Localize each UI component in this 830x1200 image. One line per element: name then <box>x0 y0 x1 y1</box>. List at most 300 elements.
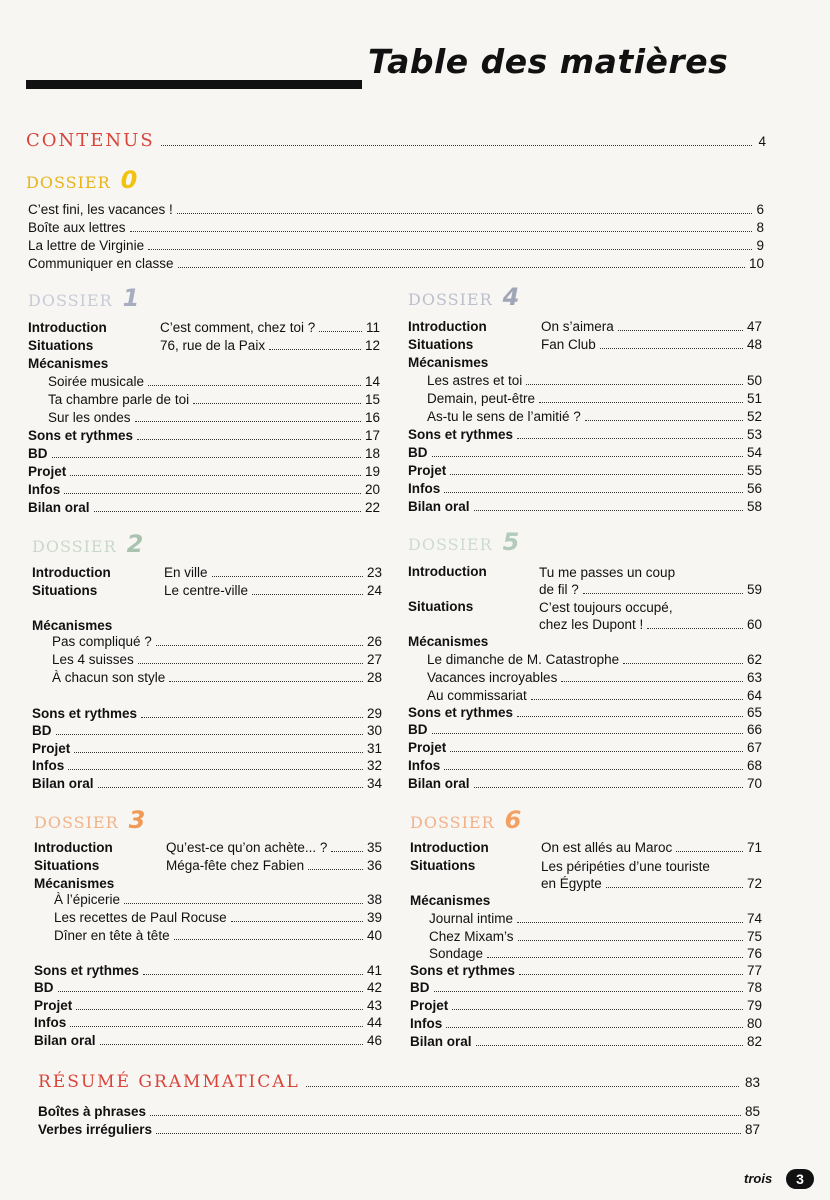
infos-row <box>410 1016 762 1034</box>
infos-row-page: 68 <box>746 758 762 773</box>
bd-row-label: BD <box>28 446 48 461</box>
leader <box>156 1133 741 1134</box>
infos-row-label: Infos <box>410 1016 443 1031</box>
situations-row-title: Méga-fête chez Fabien <box>166 858 305 873</box>
mecanismes-item <box>48 374 380 392</box>
leader <box>452 1009 743 1010</box>
leader <box>124 903 363 904</box>
footer-page-number: 3 <box>786 1169 814 1189</box>
sons-row <box>408 427 762 445</box>
bd-row <box>32 723 382 741</box>
sons-row-page: 53 <box>746 427 762 442</box>
dossier-0-item-label: C’est fini, les vacances ! <box>28 202 173 217</box>
bd-row <box>408 722 762 740</box>
projet-row-page: 43 <box>366 998 382 1013</box>
mecanismes-item <box>54 928 382 946</box>
infos-row-label: Infos <box>32 758 65 773</box>
bd-row-label: BD <box>410 980 430 995</box>
mecanismes-item-page: 50 <box>746 373 762 388</box>
sons-row-label: Sons et rythmes <box>32 706 138 721</box>
mecanismes-item-page: 74 <box>746 911 762 926</box>
bd-row-page: 30 <box>366 723 382 738</box>
leader <box>174 939 363 940</box>
bilan-row-label: Bilan oral <box>408 776 470 791</box>
sons-row-label: Sons et rythmes <box>408 705 514 720</box>
projet-row-label: Projet <box>410 998 449 1013</box>
infos-row-label: Infos <box>408 481 441 496</box>
leader <box>231 921 363 922</box>
bd-row-page: 42 <box>366 980 382 995</box>
leader <box>178 267 745 268</box>
bd-row-page: 78 <box>746 980 762 995</box>
introduction-row-page: 59 <box>746 582 762 597</box>
sons-row-page: 29 <box>366 706 382 721</box>
bilan-row-page: 22 <box>364 500 380 515</box>
leader <box>517 922 743 923</box>
projet-row <box>32 741 382 759</box>
bd-row-label: BD <box>408 722 428 737</box>
situations-row-page: 24 <box>366 583 382 598</box>
leader <box>600 348 743 349</box>
mecanismes-item <box>429 911 762 929</box>
dossier-0-item-page: 8 <box>756 220 764 235</box>
projet-row <box>408 463 762 481</box>
resume-item-label: Boîtes à phrases <box>38 1104 147 1119</box>
leader <box>58 991 363 992</box>
bd-row <box>408 445 762 463</box>
dossier-0-item <box>28 220 764 238</box>
projet-row-page: 31 <box>366 741 382 756</box>
situations-row-page: 72 <box>746 876 762 891</box>
mecanismes-item-page: 76 <box>746 946 762 961</box>
resume-row <box>38 1072 760 1092</box>
leader <box>193 403 361 404</box>
mecanismes-item <box>52 634 382 652</box>
projet-row <box>34 998 382 1016</box>
infos-row <box>408 481 762 499</box>
situations-row <box>34 858 382 876</box>
mecanismes-item-page: 40 <box>366 928 382 943</box>
dossier-0-item-page: 9 <box>756 238 764 253</box>
dossier-4-heading <box>408 283 520 311</box>
introduction-row <box>408 564 762 600</box>
situations-row-title-line2: chez les Dupont ! <box>539 617 644 632</box>
bd-row-label: BD <box>32 723 52 738</box>
mecanismes-label: Mécanismes <box>32 618 113 633</box>
mecanismes-item <box>427 391 762 409</box>
mecanismes-item-label: Ta chambre parle de toi <box>48 392 190 407</box>
leader <box>308 869 363 870</box>
projet-row-label: Projet <box>408 463 447 478</box>
situations-row-title-row <box>164 583 382 601</box>
leader <box>137 439 361 440</box>
dossier-word: DOSSIER <box>408 535 493 554</box>
dossier-0-item-label: La lettre de Virginie <box>28 238 145 253</box>
bilan-row-label: Bilan oral <box>28 500 90 515</box>
dossier-word: DOSSIER <box>408 290 493 309</box>
bd-row-page: 66 <box>746 722 762 737</box>
contenus-label: CONTENUS <box>26 130 155 151</box>
introduction-row-title-row <box>166 840 382 858</box>
mecanismes-item <box>427 670 762 688</box>
leader <box>74 752 363 753</box>
projet-row-label: Projet <box>28 464 67 479</box>
projet-row <box>28 464 380 482</box>
resume-item-label: Verbes irréguliers <box>38 1122 153 1137</box>
leader <box>68 769 363 770</box>
mecanismes-item-page: 39 <box>366 910 382 925</box>
mecanismes-item <box>54 910 382 928</box>
bilan-row-page: 58 <box>746 499 762 514</box>
sons-row-page: 17 <box>364 428 380 443</box>
dossier-word: DOSSIER <box>26 173 111 192</box>
mecanismes-item <box>54 892 382 910</box>
leader <box>446 1027 743 1028</box>
bd-row <box>34 980 382 998</box>
dossier-0-item <box>28 202 764 220</box>
dossier-0-item <box>28 238 764 256</box>
bilan-row-label: Bilan oral <box>408 499 470 514</box>
infos-row-page: 20 <box>364 482 380 497</box>
leader <box>98 787 363 788</box>
dossier-0-item-page: 10 <box>748 256 764 271</box>
infos-row <box>32 758 382 776</box>
leader <box>148 385 361 386</box>
infos-row <box>34 1015 382 1033</box>
introduction-row <box>34 840 382 858</box>
leader <box>606 887 743 888</box>
mecanismes-item-label: Pas compliqué ? <box>52 634 152 649</box>
introduction-row-title-row <box>539 582 762 600</box>
dossier-word: DOSSIER <box>32 537 117 556</box>
leader <box>526 384 743 385</box>
introduction-row-title-row <box>541 840 762 858</box>
bd-row-label: BD <box>34 980 54 995</box>
dossier-word: DOSSIER <box>28 291 113 310</box>
bilan-row <box>410 1034 762 1052</box>
introduction-row-label: Introduction <box>408 564 487 579</box>
bd-row-label: BD <box>408 445 428 460</box>
leader <box>70 1026 363 1027</box>
leader <box>434 991 743 992</box>
situations-row-title-row <box>539 617 762 635</box>
leader <box>331 851 363 852</box>
leader <box>319 331 362 332</box>
dossier-number: 0 <box>120 166 139 194</box>
dossier-word: DOSSIER <box>34 813 119 832</box>
situations-row-label: Situations <box>28 338 94 353</box>
mecanismes-item-label: Chez Mixam’s <box>429 929 514 944</box>
leader <box>52 457 361 458</box>
leader <box>618 330 743 331</box>
dossier-word: DOSSIER <box>410 813 495 832</box>
leader <box>450 474 743 475</box>
dossier-number: 6 <box>504 806 523 834</box>
leader <box>150 1115 741 1116</box>
introduction-row-page: 35 <box>366 840 382 855</box>
mecanismes-item-label: Au commissariat <box>427 688 527 703</box>
bilan-row <box>34 1033 382 1051</box>
footer-page-word: trois <box>744 1171 773 1186</box>
bilan-row-page: 82 <box>746 1034 762 1049</box>
mecanismes-label: Mécanismes <box>408 355 489 370</box>
situations-row-title-row <box>541 876 762 894</box>
leader <box>252 594 363 595</box>
introduction-row-page: 71 <box>746 840 762 855</box>
dossier-number: 4 <box>502 283 521 311</box>
situations-row-title-line1: Les péripéties d’une touriste <box>541 859 710 874</box>
mecanismes-item-label: Les astres et toi <box>427 373 523 388</box>
mecanismes-item-label: Le dimanche de M. Catastrophe <box>427 652 620 667</box>
sons-row <box>408 705 762 723</box>
leader <box>432 456 743 457</box>
situations-row <box>408 599 762 635</box>
bilan-row <box>32 776 382 794</box>
leader <box>518 940 743 941</box>
leader <box>450 751 743 752</box>
leader <box>432 733 743 734</box>
leader <box>64 493 361 494</box>
sons-row <box>34 963 382 981</box>
introduction-row-title: Qu’est-ce qu’on achète... ? <box>166 840 328 855</box>
bilan-row-page: 46 <box>366 1033 382 1048</box>
mecanismes-item <box>427 373 762 391</box>
projet-row-label: Projet <box>32 741 71 756</box>
mecanismes-item-label: Dîner en tête à tête <box>54 928 170 943</box>
leader <box>138 663 363 664</box>
projet-row <box>410 998 762 1016</box>
leader <box>623 663 743 664</box>
dossier-5-heading <box>408 528 520 556</box>
dossier-6-heading <box>410 806 522 834</box>
mecanismes-item-label: Les recettes de Paul Rocuse <box>54 910 227 925</box>
leader <box>100 1044 363 1045</box>
leader <box>517 438 743 439</box>
leader <box>583 593 743 594</box>
situations-row <box>28 338 380 356</box>
mecanismes-label: Mécanismes <box>28 356 109 371</box>
projet-row-page: 19 <box>364 464 380 479</box>
mecanismes-label: Mécanismes <box>408 634 489 649</box>
leader <box>148 249 752 250</box>
leader <box>531 699 743 700</box>
infos-row <box>408 758 762 776</box>
mecanismes-item <box>52 652 382 670</box>
sons-row-label: Sons et rythmes <box>410 963 516 978</box>
dossier-number: 5 <box>502 528 521 556</box>
leader <box>141 717 363 718</box>
situations-row-page: 60 <box>746 617 762 632</box>
resume-item <box>38 1104 760 1122</box>
dossier-0-item-label: Boîte aux lettres <box>28 220 126 235</box>
leader <box>306 1086 739 1087</box>
mecanismes-item-label: As-tu le sens de l’amitié ? <box>427 409 581 424</box>
situations-row-title: Le centre-ville <box>164 583 249 598</box>
bilan-row-label: Bilan oral <box>410 1034 472 1049</box>
situations-row-label: Situations <box>32 583 98 598</box>
sons-row-page: 41 <box>366 963 382 978</box>
dossier-number: 2 <box>126 530 145 558</box>
dossier-0-item-label: Communiquer en classe <box>28 256 174 271</box>
mecanismes-item-label: Journal intime <box>429 911 514 926</box>
mecanismes-item <box>427 652 762 670</box>
introduction-row-title: C’est comment, chez toi ? <box>160 320 316 335</box>
introduction-row-page: 23 <box>366 565 382 580</box>
mecanismes-item-page: 28 <box>366 670 382 685</box>
mecanismes-item-label: Sondage <box>429 946 484 961</box>
mecanismes-item <box>48 392 380 410</box>
infos-row-label: Infos <box>34 1015 67 1030</box>
bd-row-page: 18 <box>364 446 380 461</box>
leader <box>161 145 753 146</box>
dossier-3-heading <box>34 806 146 834</box>
situations-row <box>32 583 382 601</box>
introduction-row-title-line2: de fil ? <box>539 582 579 597</box>
situations-row-label: Situations <box>34 858 100 873</box>
leader <box>143 974 363 975</box>
leader <box>56 734 363 735</box>
dossier-2-heading <box>32 530 144 558</box>
mecanismes-item-page: 75 <box>746 929 762 944</box>
situations-row-label: Situations <box>408 599 474 614</box>
introduction-row-title-row <box>160 320 380 338</box>
bilan-row-label: Bilan oral <box>34 1033 96 1048</box>
dossier-number: 1 <box>122 284 141 312</box>
infos-row-page: 80 <box>746 1016 762 1031</box>
leader <box>76 1009 363 1010</box>
introduction-row <box>28 320 380 338</box>
situations-row-title-line2: en Égypte <box>541 876 602 891</box>
introduction-row <box>410 840 762 858</box>
sons-row-label: Sons et rythmes <box>34 963 140 978</box>
mecanismes-item-label: Soirée musicale <box>48 374 145 389</box>
introduction-row-label: Introduction <box>28 320 107 335</box>
dossier-0-item-page: 6 <box>756 202 764 217</box>
header-rule <box>26 80 362 89</box>
introduction-row <box>408 319 762 337</box>
infos-row-label: Infos <box>28 482 61 497</box>
situations-row-title-row <box>160 338 380 356</box>
resume-item-page: 85 <box>744 1104 760 1119</box>
mecanismes-item-label: Les 4 suisses <box>52 652 134 667</box>
leader <box>444 492 743 493</box>
sons-row-label: Sons et rythmes <box>28 428 134 443</box>
mecanismes-item-label: À chacun son style <box>52 670 166 685</box>
situations-row-page: 36 <box>366 858 382 873</box>
leader <box>585 420 743 421</box>
mecanismes-label: Mécanismes <box>34 876 115 891</box>
bilan-row-page: 70 <box>746 776 762 791</box>
situations-row <box>410 858 762 894</box>
mecanismes-item-page: 52 <box>746 409 762 424</box>
mecanismes-item-page: 51 <box>746 391 762 406</box>
situations-row-title-row <box>166 858 382 876</box>
projet-row-page: 79 <box>746 998 762 1013</box>
mecanismes-label: Mécanismes <box>410 893 491 908</box>
mecanismes-item <box>52 670 382 688</box>
dossier-1-heading <box>28 284 140 312</box>
resume-item-page: 87 <box>744 1122 760 1137</box>
mecanismes-item-label: Demain, peut-être <box>427 391 536 406</box>
introduction-row-label: Introduction <box>34 840 113 855</box>
resume-label: RÉSUMÉ GRAMMATICAL <box>38 1072 300 1092</box>
leader <box>676 851 743 852</box>
bilan-row <box>408 499 762 517</box>
leader <box>70 475 361 476</box>
introduction-row-title-row <box>541 319 762 337</box>
leader <box>135 421 361 422</box>
introduction-row-page: 11 <box>365 320 380 335</box>
leader <box>444 769 743 770</box>
bd-row <box>28 446 380 464</box>
sons-row-label: Sons et rythmes <box>408 427 514 442</box>
introduction-row-title: On est allés au Maroc <box>541 840 673 855</box>
introduction-row-page: 47 <box>746 319 762 334</box>
contenus-page: 4 <box>758 134 766 149</box>
introduction-row-title: On s’aimera <box>541 319 614 334</box>
sons-row <box>32 706 382 724</box>
bd-row <box>410 980 762 998</box>
leader <box>561 681 743 682</box>
situations-row-label: Situations <box>408 337 474 352</box>
contenus-row <box>26 130 766 151</box>
mecanismes-item <box>427 688 762 706</box>
projet-row-page: 55 <box>746 463 762 478</box>
mecanismes-item-label: Vacances incroyables <box>427 670 558 685</box>
sons-row-page: 77 <box>746 963 762 978</box>
bilan-row-label: Bilan oral <box>32 776 94 791</box>
page-title: Table des matières <box>368 42 729 81</box>
mecanismes-item <box>429 946 762 964</box>
introduction-row-label: Introduction <box>408 319 487 334</box>
situations-row-title-line1: C’est toujours occupé, <box>539 600 673 615</box>
mecanismes-item <box>48 410 380 428</box>
infos-row-page: 32 <box>366 758 382 773</box>
projet-row-label: Projet <box>34 998 73 1013</box>
leader <box>474 787 743 788</box>
leader <box>647 628 743 629</box>
bilan-row <box>28 500 380 518</box>
mecanismes-item-page: 62 <box>746 652 762 667</box>
leader <box>517 716 743 717</box>
mecanismes-item <box>429 929 762 947</box>
leader <box>519 974 743 975</box>
introduction-row-title-row <box>164 565 382 583</box>
situations-row <box>408 337 762 355</box>
leader <box>212 576 363 577</box>
resume-item <box>38 1122 760 1140</box>
mecanismes-item-page: 26 <box>366 634 382 649</box>
mecanismes-item-page: 27 <box>366 652 382 667</box>
bd-row-page: 54 <box>746 445 762 460</box>
mecanismes-item-page: 38 <box>366 892 382 907</box>
leader <box>130 231 753 232</box>
mecanismes-item-page: 64 <box>746 688 762 703</box>
bilan-row <box>408 776 762 794</box>
leader <box>156 645 363 646</box>
dossier-number: 3 <box>128 806 147 834</box>
leader <box>269 349 361 350</box>
mecanismes-item-label: Sur les ondes <box>48 410 131 425</box>
introduction-row <box>32 565 382 583</box>
projet-row <box>408 740 762 758</box>
introduction-row-label: Introduction <box>32 565 111 580</box>
leader <box>539 402 743 403</box>
situations-row-page: 48 <box>746 337 762 352</box>
introduction-row-title: En ville <box>164 565 208 580</box>
mecanismes-item-page: 63 <box>746 670 762 685</box>
situations-row-title-row <box>541 337 762 355</box>
